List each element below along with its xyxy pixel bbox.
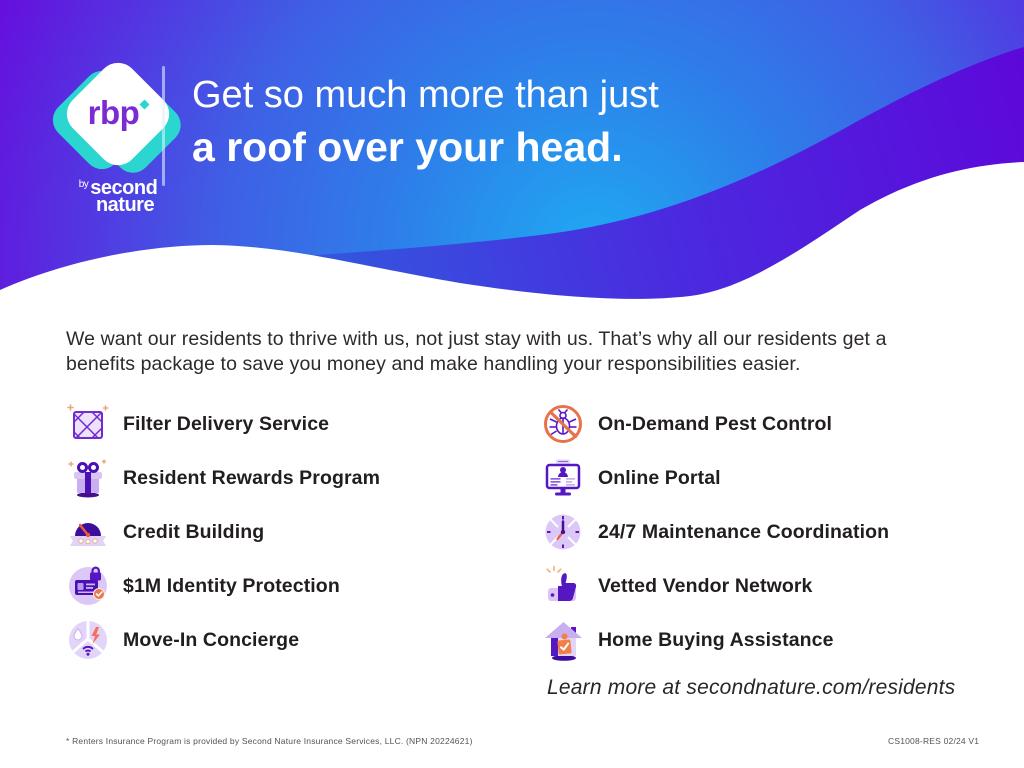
header-divider (162, 66, 165, 186)
logo-second-text: second (90, 177, 158, 199)
benefits-column-right (541, 397, 966, 667)
headline (192, 74, 659, 171)
footer-doc-code: CS1008-RES 02/24 V1 (888, 736, 980, 746)
benefit-label: Resident Rewards Program (123, 466, 381, 489)
benefit-label: Move-In Concierge (123, 628, 300, 651)
benefit-label: Credit Building (123, 520, 265, 543)
benefit-item-online-portal (541, 451, 966, 505)
benefit-item-maintenance (541, 505, 966, 559)
no-bug-icon (541, 402, 585, 446)
logo-nature-text: nature (95, 194, 155, 216)
benefit-item-filter-delivery (66, 397, 541, 451)
learn-more-text: Learn more at secondnature.com/residents (547, 676, 956, 699)
gift-icon (66, 456, 110, 500)
benefit-label: Vetted Vendor Network (598, 574, 813, 597)
benefit-item-home-buying (541, 613, 966, 667)
footer-disclaimer: * Renters Insurance Program is provided by Second Nature Insurance Services, LLC. (NPN 20224621) (66, 736, 473, 746)
hero-section (0, 0, 1024, 310)
intro-paragraph: We want our residents to thrive with us, not just stay with us. That’s why all our residents get a benefits package to save you money and make handling your responsibilities easier. (66, 328, 887, 375)
clock-icon (541, 510, 585, 554)
logo-by-text: by (78, 179, 89, 190)
utilities-icon (66, 618, 110, 662)
benefit-label: 24/7 Maintenance Coordination (598, 520, 890, 543)
headline-line2: a roof over your head. (192, 124, 623, 170)
air-filter-icon (66, 402, 110, 446)
monitor-icon (541, 456, 585, 500)
benefit-label: $1M Identity Protection (123, 574, 340, 597)
benefit-label: Filter Delivery Service (123, 412, 330, 435)
benefit-label: Home Buying Assistance (598, 628, 834, 651)
credit-gauge-icon (66, 510, 110, 554)
benefit-item-move-in-concierge (66, 613, 541, 667)
benefit-label: On-Demand Pest Control (598, 412, 833, 435)
benefit-item-vendor-network (541, 559, 966, 613)
benefits-column-left (66, 397, 541, 667)
benefit-item-credit-building (66, 505, 541, 559)
benefit-item-identity-protection (66, 559, 541, 613)
benefit-label: Online Portal (598, 466, 721, 489)
benefit-item-resident-rewards (66, 451, 541, 505)
house-person-icon (541, 618, 585, 662)
benefits-grid (66, 397, 966, 667)
benefit-item-pest-control (541, 397, 966, 451)
logo-tm-diamond-icon (140, 100, 150, 110)
headline-line1: Get so much more than just (192, 74, 659, 116)
thumbs-up-icon (541, 564, 585, 608)
id-lock-icon (66, 564, 110, 608)
logo-brand-text: rbp (52, 94, 184, 132)
